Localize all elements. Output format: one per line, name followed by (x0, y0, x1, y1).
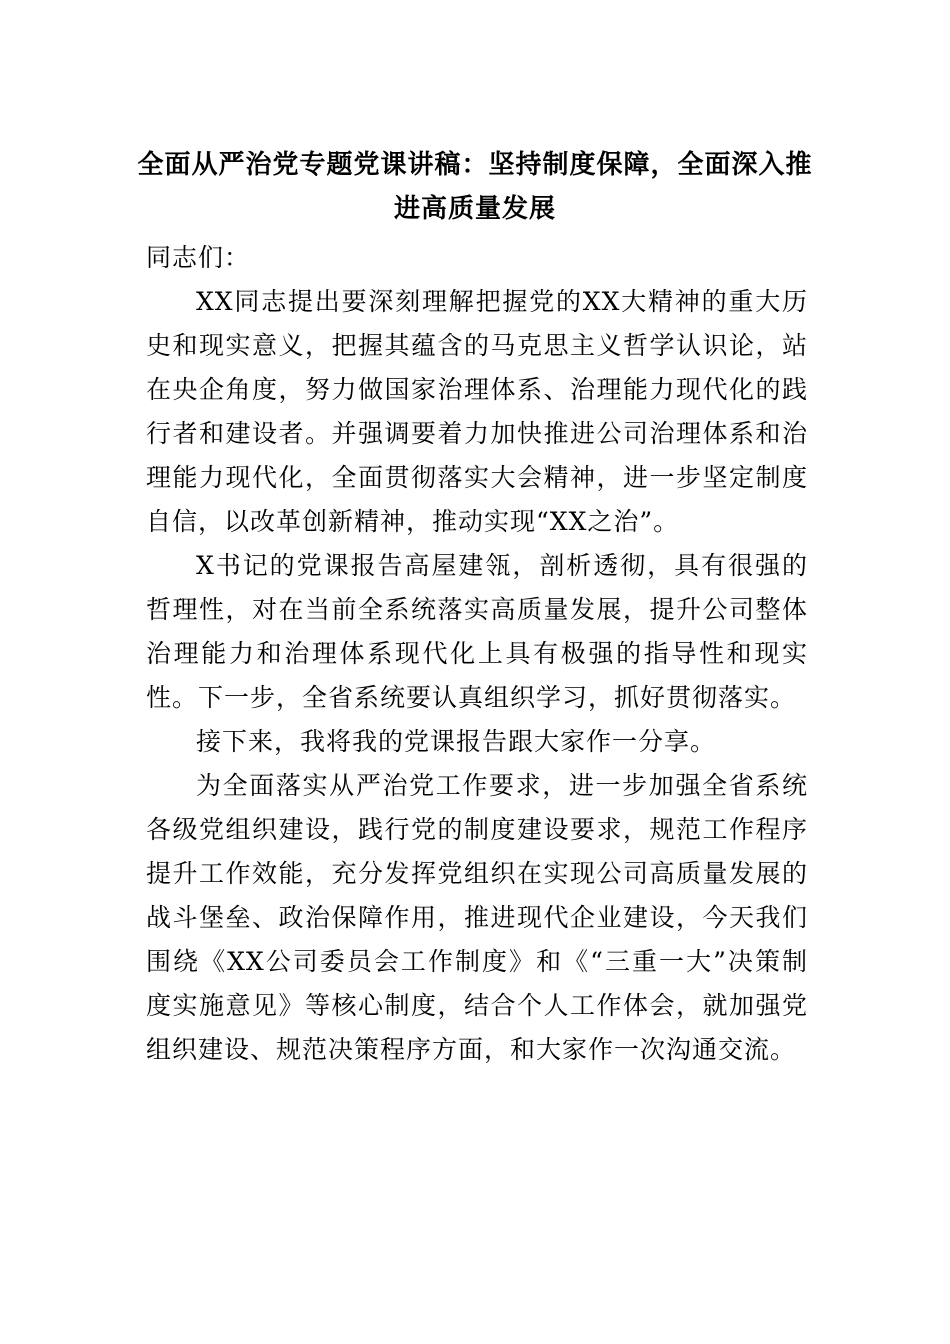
document-title: 全面从严治党专题党课讲稿：坚持制度保障，全面深入推进高质量发展 (137, 150, 813, 224)
salutation: 同志们： (146, 243, 251, 272)
paragraph-2: X书记的党课报告高屋建瓴，剖析透彻，具有很强的哲理性，对在当前全系统落实高质量发展，提升公司整体治理能力和治理体系现代化上具有极强的指导性和现实性。下一步，全省系统要认真组织学习，抓好贯彻落实。 (146, 551, 808, 712)
document-body (146, 236, 808, 1072)
paragraph-4: 为全面落实从严治党工作要求，进一步加强全省系统各级党组织建设，践行党的制度建设要求，规范工作程序提升工作效能，充分发挥党组织在实现公司高质量发展的战斗堡垒、政治保障作用，推进现代企业建设，今天我们围绕《XX公司委员会工作制度》和《“三重一大”决策制度实施意见》等核心制度，结合个人工作体会，就加强党组织建设、规范决策程序方面，和大家作一次沟通交流。 (146, 771, 808, 1064)
paragraph-1: XX同志提出要深刻理解把握党的XX大精神的重大历史和现实意义，把握其蕴含的马克思主义哲学认识论，站在央企角度，努力做国家治理体系、治理能力现代化的践行者和建设者。并强调要着力加快推进公司治理体系和治理能力现代化，全面贯彻落实大会精神，进一步坚定制度自信，以改革创新精神，推动实现“XX之治”。 (146, 287, 808, 536)
paragraph-3: 接下来，我将我的党课报告跟大家作一分享。 (196, 727, 717, 756)
